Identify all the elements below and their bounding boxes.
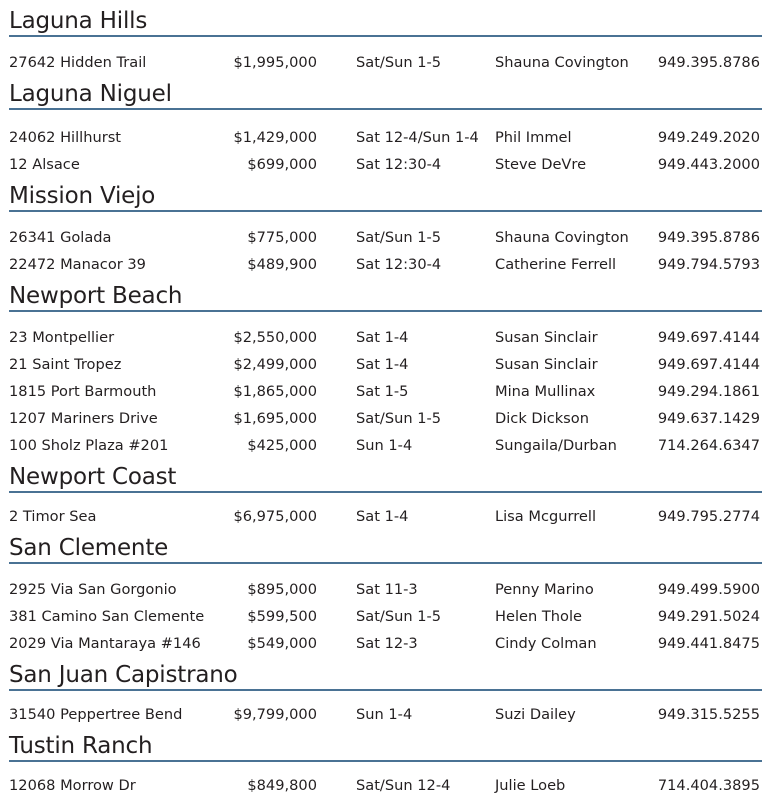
- listing-price: $1,865,000: [233, 383, 317, 400]
- listing-agent: Shauna Covington: [495, 229, 629, 246]
- listing-price: $1,695,000: [233, 410, 317, 427]
- listing-phone: 714.404.3895: [657, 777, 760, 794]
- listing-agent: Steve DeVre: [495, 156, 587, 173]
- city-heading: [0, 178, 772, 212]
- listing-open-time: Sat 12-4/Sun 1-4: [356, 129, 479, 146]
- listing-address: 26341 Golada: [9, 229, 112, 246]
- listing-row: [0, 772, 772, 799]
- city-title: Laguna Niguel: [9, 81, 172, 107]
- listing-phone: 949.697.4144: [657, 329, 760, 346]
- listing-agent: Catherine Ferrell: [495, 256, 617, 273]
- listing-open-time: Sat 1-4: [356, 508, 409, 525]
- heading-divider: [9, 689, 762, 691]
- listing-row: [0, 701, 772, 728]
- listing-agent: Helen Thole: [495, 608, 582, 625]
- listing-open-time: Sat 12-3: [356, 635, 418, 652]
- listing-price: $549,000: [247, 635, 317, 652]
- listing-row: [0, 351, 772, 378]
- listing-open-time: Sun 1-4: [356, 706, 413, 723]
- listing-address: 31540 Peppertree Bend: [9, 706, 183, 723]
- listing-row: [0, 224, 772, 251]
- listing-row: [0, 432, 772, 459]
- listing-address: 2925 Via San Gorgonio: [9, 581, 177, 598]
- listing-open-time: Sat/Sun 1-5: [356, 410, 442, 427]
- listing-row: [0, 251, 772, 278]
- listing-open-time: Sat 12:30-4: [356, 156, 442, 173]
- listing-agent: Susan Sinclair: [495, 329, 598, 346]
- listing-row: [0, 324, 772, 351]
- listing-phone: 949.249.2020: [657, 129, 760, 146]
- city-title: San Clemente: [9, 535, 169, 561]
- listing-open-time: Sat/Sun 1-5: [356, 229, 442, 246]
- listing-agent: Cindy Colman: [495, 635, 597, 652]
- heading-divider: [9, 491, 762, 493]
- listing-agent: Lisa Mcgurrell: [495, 508, 597, 525]
- section-laguna-hills: [0, 0, 772, 76]
- listing-phone: 949.395.8786: [657, 229, 760, 246]
- listing-address: 1207 Mariners Drive: [9, 410, 158, 427]
- listing-agent: Dick Dickson: [495, 410, 589, 427]
- listing-row: [0, 603, 772, 630]
- heading-divider: [9, 108, 762, 110]
- listing-agent: Phil Immel: [495, 129, 572, 146]
- heading-divider: [9, 760, 762, 762]
- listing-price: $895,000: [247, 581, 317, 598]
- listing-open-time: Sun 1-4: [356, 437, 413, 454]
- listing-price: $425,000: [247, 437, 317, 454]
- city-title: Laguna Hills: [9, 8, 148, 34]
- listing-row: [0, 405, 772, 432]
- section-mission-viejo: [0, 178, 772, 278]
- listing-address: 22472 Manacor 39: [9, 256, 146, 273]
- listing-agent: Julie Loeb: [495, 777, 566, 794]
- listing-agent: Shauna Covington: [495, 54, 629, 71]
- city-title: Mission Viejo: [9, 183, 156, 209]
- listing-row: [0, 630, 772, 657]
- listing-price: $849,800: [247, 777, 317, 794]
- listing-address: 2029 Via Mantaraya #146: [9, 635, 201, 652]
- listing-open-time: Sat/Sun 1-5: [356, 608, 442, 625]
- listing-phone: 949.315.5255: [657, 706, 760, 723]
- listing-price: $775,000: [247, 229, 317, 246]
- city-heading: [0, 728, 772, 762]
- listing-row: [0, 378, 772, 405]
- listing-agent: Mina Mullinax: [495, 383, 596, 400]
- listing-price: $599,500: [247, 608, 317, 625]
- listing-open-time: Sat/Sun 12-4: [356, 777, 451, 794]
- city-title: San Juan Capistrano: [9, 662, 238, 688]
- city-title: Tustin Ranch: [9, 733, 153, 759]
- listing-address: 1815 Port Barmouth: [9, 383, 157, 400]
- listing-row: [0, 503, 772, 530]
- listing-phone: 949.795.2774: [657, 508, 760, 525]
- listing-price: $2,550,000: [233, 329, 317, 346]
- listing-open-time: Sat 1-4: [356, 329, 409, 346]
- listing-address: 24062 Hillhurst: [9, 129, 122, 146]
- section-tustin-ranch: [0, 728, 772, 799]
- listing-row: [0, 151, 772, 178]
- listing-address: 100 Sholz Plaza #201: [9, 437, 169, 454]
- listing-price: $2,499,000: [233, 356, 317, 373]
- heading-divider: [9, 35, 762, 37]
- listing-row: [0, 576, 772, 603]
- listing-address: 23 Montpellier: [9, 329, 115, 346]
- listing-phone: 949.395.8786: [657, 54, 760, 71]
- listing-price: $1,995,000: [233, 54, 317, 71]
- listing-phone: 949.697.4144: [657, 356, 760, 373]
- listing-phone: 949.441.8475: [657, 635, 760, 652]
- listing-phone: 949.499.5900: [657, 581, 760, 598]
- listing-open-time: Sat 1-5: [356, 383, 409, 400]
- listing-phone: 949.291.5024: [657, 608, 760, 625]
- section-san-juan-capistrano: [0, 657, 772, 728]
- city-title: Newport Coast: [9, 464, 177, 490]
- city-heading: [0, 459, 772, 493]
- city-heading: [0, 76, 772, 110]
- listing-open-time: Sat/Sun 1-5: [356, 54, 442, 71]
- listing-row: [0, 124, 772, 151]
- listing-price: $6,975,000: [233, 508, 317, 525]
- listing-open-time: Sat 12:30-4: [356, 256, 442, 273]
- heading-divider: [9, 310, 762, 312]
- listing-address: 2 Timor Sea: [9, 508, 97, 525]
- listing-phone: 949.794.5793: [657, 256, 760, 273]
- listing-agent: Sungaila/Durban: [495, 437, 617, 454]
- listing-price: $9,799,000: [233, 706, 317, 723]
- listing-address: 381 Camino San Clemente: [9, 608, 205, 625]
- city-heading: [0, 530, 772, 564]
- listing-address: 12 Alsace: [9, 156, 80, 173]
- listing-address: 12068 Morrow Dr: [9, 777, 136, 794]
- heading-divider: [9, 210, 762, 212]
- city-heading: [0, 657, 772, 691]
- city-heading: [0, 278, 772, 312]
- listing-price: $1,429,000: [233, 129, 317, 146]
- listing-price: $699,000: [247, 156, 317, 173]
- listing-agent: Penny Marino: [495, 581, 594, 598]
- city-title: Newport Beach: [9, 283, 183, 309]
- section-newport-beach: [0, 278, 772, 459]
- listing-phone: 949.294.1861: [657, 383, 760, 400]
- listing-row: [0, 49, 772, 76]
- listing-open-time: Sat 11-3: [356, 581, 418, 598]
- listing-phone: 949.637.1429: [657, 410, 760, 427]
- heading-divider: [9, 562, 762, 564]
- listing-address: 27642 Hidden Trail: [9, 54, 147, 71]
- listing-agent: Susan Sinclair: [495, 356, 598, 373]
- section-san-clemente: [0, 530, 772, 657]
- listing-open-time: Sat 1-4: [356, 356, 409, 373]
- listing-phone: 714.264.6347: [657, 437, 760, 454]
- listing-phone: 949.443.2000: [657, 156, 760, 173]
- section-laguna-niguel: [0, 76, 772, 178]
- section-newport-coast: [0, 459, 772, 530]
- listing-agent: Suzi Dailey: [495, 706, 576, 723]
- city-heading: [0, 0, 772, 37]
- listing-price: $489,900: [247, 256, 317, 273]
- listing-address: 21 Saint Tropez: [9, 356, 122, 373]
